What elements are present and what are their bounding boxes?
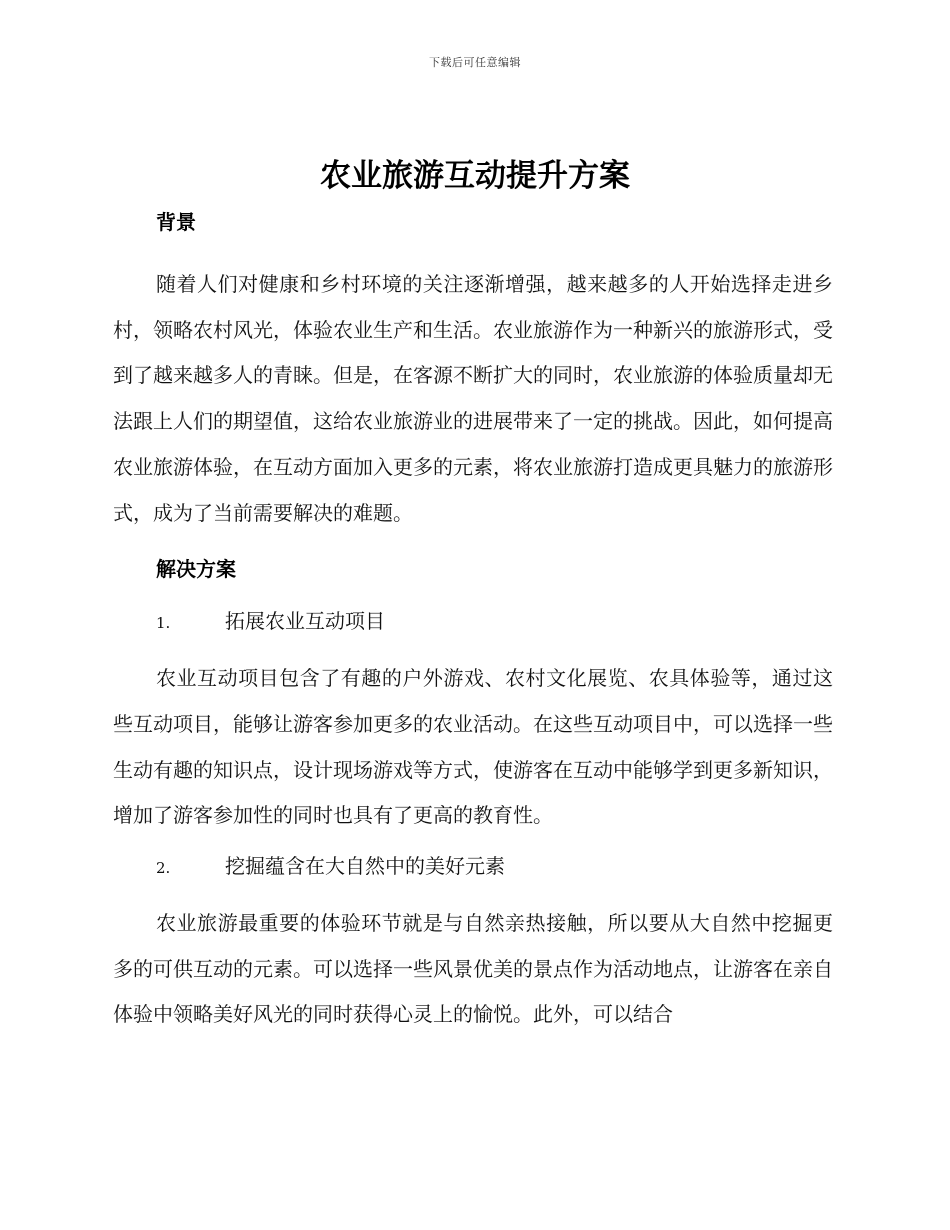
list-item-2 — [113, 851, 833, 883]
list-number: 1. — [156, 614, 171, 633]
page-header: 下载后可任意编辑 — [429, 56, 521, 69]
list-item-title: 挖掘蕴含在大自然中的美好元素 — [225, 854, 505, 879]
solution-1-paragraph: 农业互动项目包含了有趣的户外游戏、农村文化展览、农具体验等，通过这些互动项目，能够让游客参加更多的农业活动。在这些互动项目中，可以选择一些生动有趣的知识点，设计现场游戏等方式，使游客在互动中能够学到更多新知识，增加了游客参加性的同时也具有了更高的教育性。 — [113, 666, 833, 828]
background-paragraph: 随着人们对健康和乡村环境的关注逐渐增强，越来越多的人开始选择走进乡村，领略农村风光，体验农业生产和生活。农业旅游作为一种新兴的旅游形式，受到了越来越多人的青睐。但是，在客源不断扩大的同时，农业旅游的体验质量却无法跟上人们的期望值，这给农业旅游业的进展带来了一定的挑战。因此，如何提高农业旅游体验，在互动方面加入更多的元素，将农业旅游打造成更具魅力的旅游形式，成为了当前需要解决的难题。 — [113, 272, 833, 525]
list-number: 2. — [156, 859, 171, 878]
solution-2-paragraph: 农业旅游最重要的体验环节就是与自然亲热接触，所以要从大自然中挖掘更多的可供互动的元素。可以选择一些风景优美的景点作为活动地点，让游客在亲自体验中领略美好风光的同时获得心灵上的愉悦。此外，可以结合 — [113, 911, 833, 1027]
section-heading-solution: 解决方案 — [156, 557, 236, 582]
list-item-title: 拓展农业互动项目 — [225, 609, 385, 634]
document-body — [113, 203, 833, 1038]
document-title: 农业旅游互动提升方案 — [320, 158, 630, 194]
section-heading-background: 背景 — [156, 210, 196, 234]
list-item-1 — [113, 606, 833, 638]
